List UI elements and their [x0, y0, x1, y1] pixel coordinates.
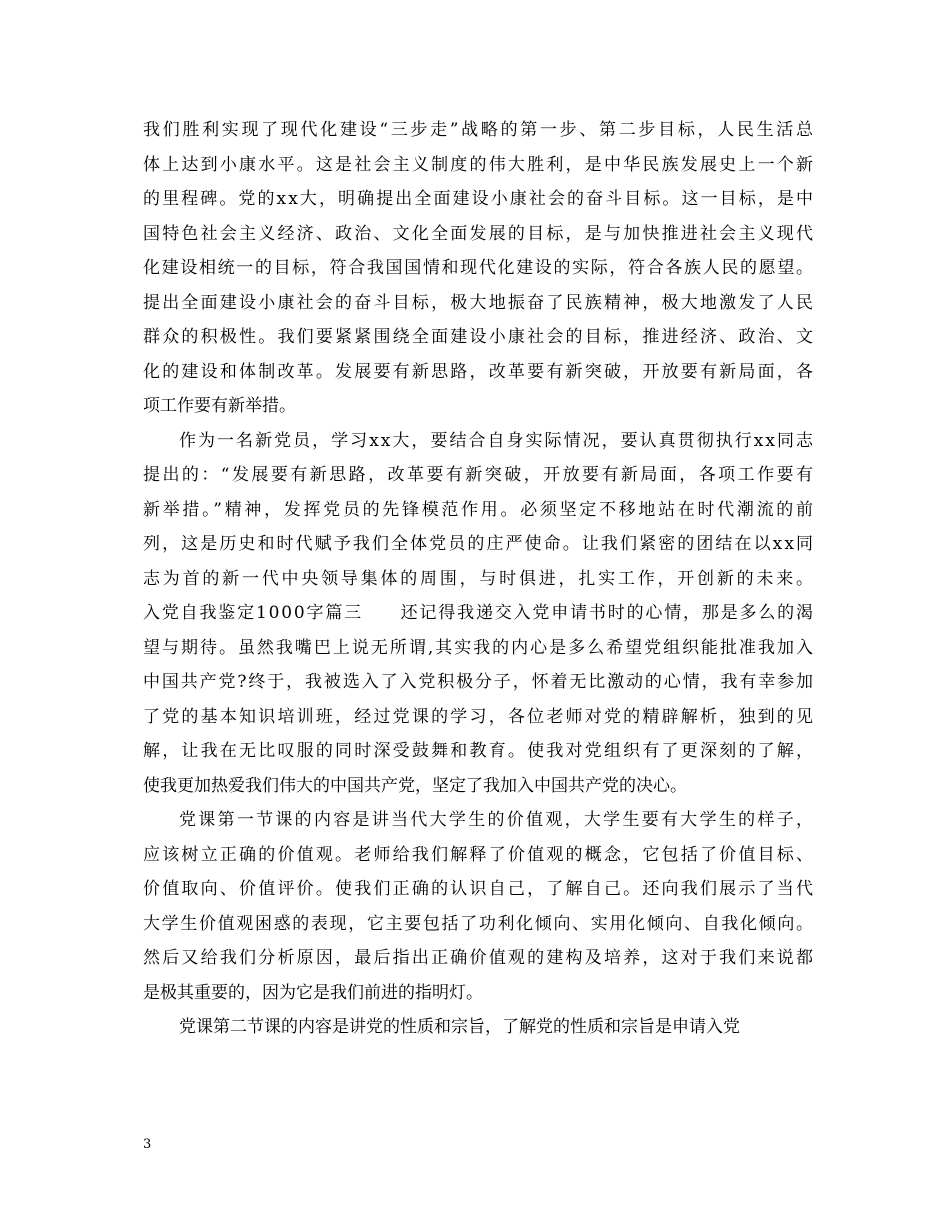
text-line: 化建设相统一的目标，符合我国国情和现代化建设的实际，符合各族人民的愿望。: [143, 258, 815, 278]
text-line: 列，这是历史和时代赋予我们全体党员的庄严使命。让我们紧密的团结在以xx同: [143, 534, 816, 554]
text-line: 入党自我鉴定1000字篇三 还记得我递交入党申请书时的心情，那是多么的渴: [143, 603, 815, 623]
text-line: 志为首的新一代中央领导集体的周围，与时俱进，扎实工作，开创新的未来。: [143, 568, 816, 589]
text-line: 然后又给我们分析原因，最后指出正确价值观的建构及培养，这对于我们来说都: [143, 948, 816, 968]
text-line: 解，让我在无比叹服的同时深受鼓舞和教育。使我对党组织有了更深刻的了解，: [143, 741, 816, 761]
text-line: 了党的基本知识培训班，经过党课的学习，各位老师对党的精辟解析，独到的见: [143, 706, 816, 727]
text-line: 价值取向、价值评价。使我们正确的认识自己，了解自己。还向我们展示了当代: [143, 879, 816, 899]
text-line: 新举措。”精神，发挥党员的先锋模范作用。必须坚定不移地站在时代潮流的前: [143, 499, 816, 520]
body-text: [143, 113, 816, 1045]
text-line: 提出的：“发展要有新思路，改革要有新突破，开放要有新局面，各项工作要有: [143, 465, 816, 485]
text-line: 使我更加热爱我们伟大的中国共产党，坚定了我加入中国共产党的决心。: [143, 775, 687, 796]
text-line: 的里程碑。党的xx大，明确提出全面建设小康社会的奋斗目标。这一目标，是中: [143, 189, 816, 209]
text-line: 国特色社会主义经济、政治、文化全面发展的目标，是与加快推进社会主义现代: [143, 223, 816, 244]
text-line: 应该树立正确的价值观。老师给我们解释了价值观的概念，它包括了价值目标、: [143, 844, 816, 865]
text-line: 我们胜利实现了现代化建设“三步走”战略的第一步、第二步目标，人民生活总: [143, 120, 816, 140]
text-line: 中国共产党?终于，我被选入了入党积极分子，怀着无比激动的心情，我有幸参加: [143, 672, 815, 692]
text-line: 体上达到小康水平。这是社会主义制度的伟大胜利，是中华民族发展史上一个新: [143, 154, 816, 175]
text-line: 党课第二节课的内容是讲党的性质和宗旨，了解党的性质和宗旨是申请入党: [179, 1017, 740, 1037]
text-line: 群众的积极性。我们要紧紧围绕全面建设小康社会的目标，推进经济、政治、文: [143, 327, 816, 347]
text-line: 望与期待。虽然我嘴巴上说无所谓,其实我的内心是多么希望党组织能批准我加入: [143, 637, 815, 658]
text-line: 是极其重要的，因为它是我们前进的指明灯。: [143, 982, 483, 1003]
text-line: 提出全面建设小康社会的奋斗目标，极大地振奋了民族精神，极大地激发了人民: [143, 292, 816, 313]
text-line: 项工作要有新举措。: [143, 396, 296, 416]
text-line: 党课第一节课的内容是讲当代大学生的价值观，大学生要有大学生的样子，: [179, 810, 816, 830]
text-line: 大学生价值观困惑的表现，它主要包括了功利化倾向、实用化倾向、自我化倾向。: [143, 913, 815, 934]
text-line: 作为一名新党员，学习xx大，要结合自身实际情况，要认真贯彻执行xx同志: [179, 430, 816, 451]
text-line: 化的建设和体制改革。发展要有新思路，改革要有新突破，开放要有新局面，各: [143, 361, 816, 382]
page-number: 3: [143, 1137, 152, 1152]
